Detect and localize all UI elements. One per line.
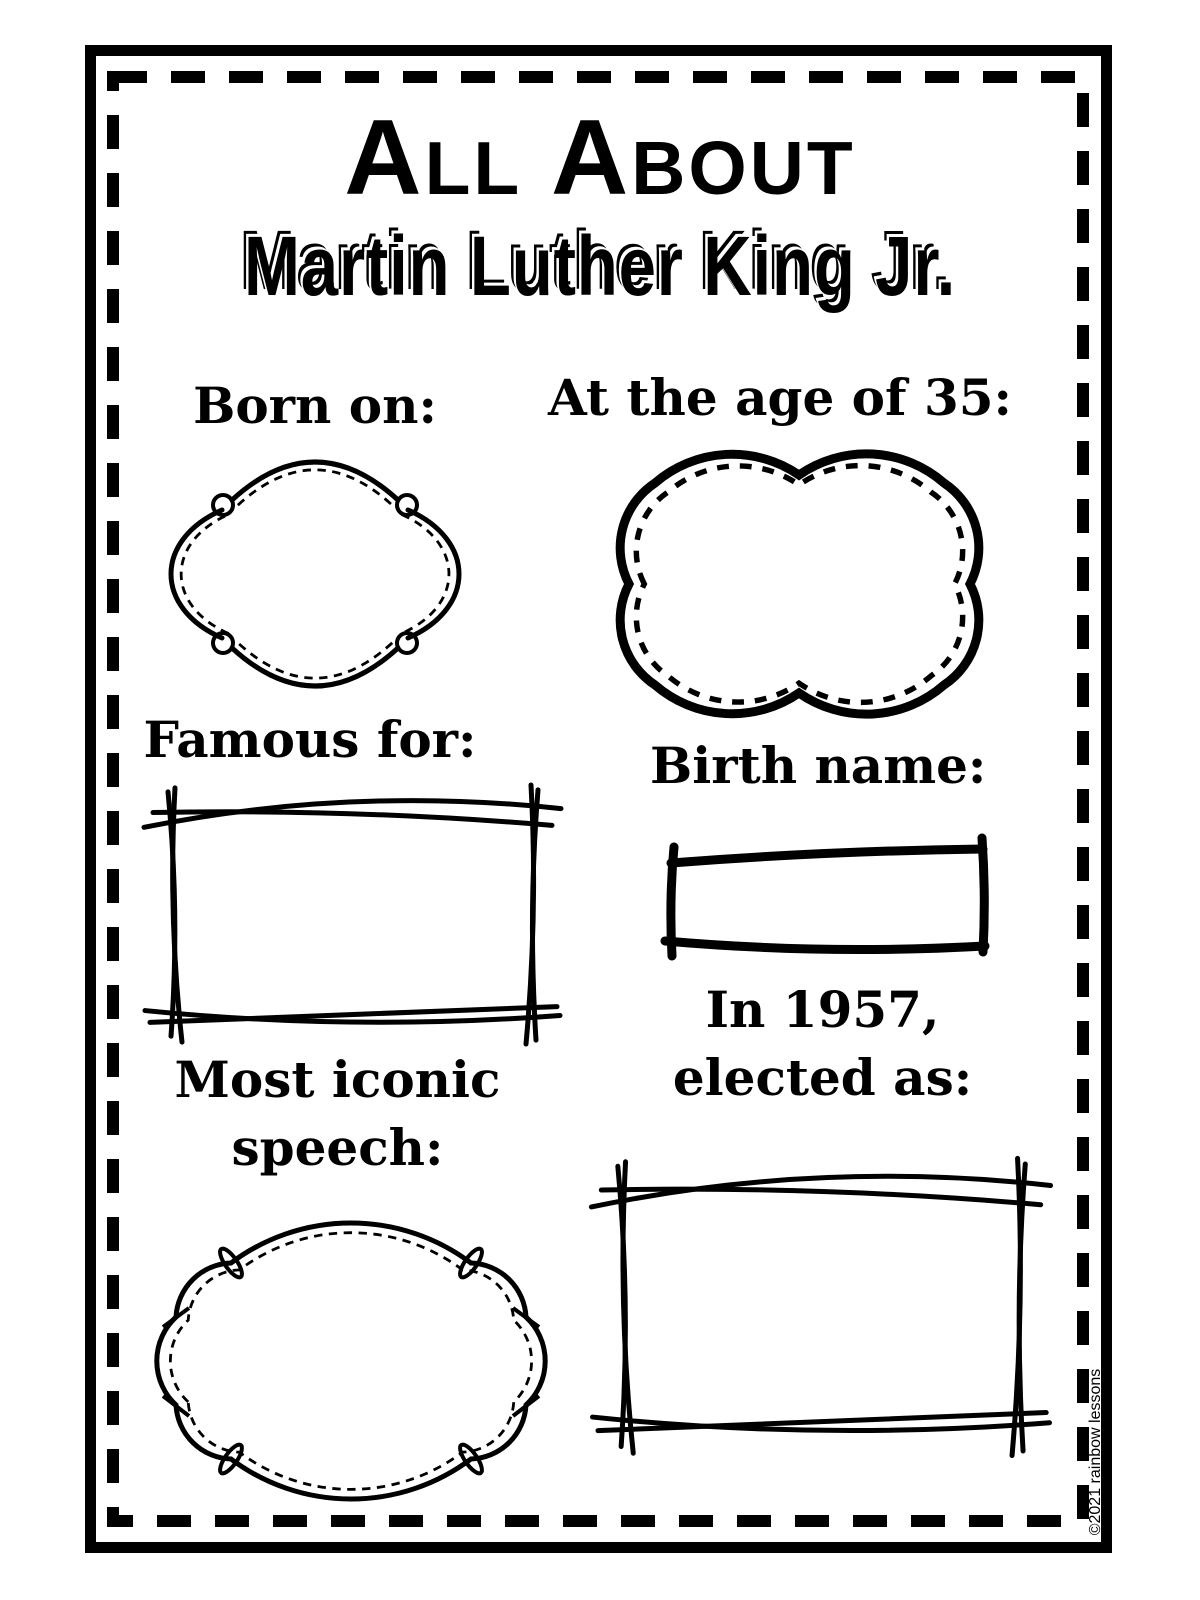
famous-for-label: Famous for: bbox=[143, 710, 477, 769]
born-on-label: Born on: bbox=[193, 376, 437, 435]
copyright-credit: ©2021 rainbow lessons bbox=[1087, 1368, 1104, 1536]
iconic-speech-answer-frame bbox=[155, 1223, 548, 1500]
elected-as-label-line1: In 1957, bbox=[705, 980, 940, 1039]
famous-for-answer-frame bbox=[140, 782, 565, 1048]
birth-name-answer-frame bbox=[655, 835, 995, 962]
page-title-line1 bbox=[100, 97, 1100, 217]
iconic-speech-label bbox=[165, 1046, 510, 1182]
elected-as-label-line2: elected as: bbox=[672, 1048, 973, 1107]
page-title-line1-text: All About bbox=[344, 97, 856, 217]
iconic-speech-label-line2: speech: bbox=[231, 1118, 444, 1177]
page-title-line2-text: Martin Luther King Jr. bbox=[243, 219, 957, 313]
page-title-line2 bbox=[100, 218, 1100, 315]
elected-as-label bbox=[650, 976, 995, 1112]
age-35-label: At the age of 35: bbox=[548, 368, 1012, 427]
born-on-answer-frame bbox=[170, 448, 460, 700]
iconic-speech-label-line1: Most iconic bbox=[174, 1050, 501, 1109]
elected-as-answer-frame bbox=[587, 1155, 1055, 1460]
age-35-answer-frame bbox=[617, 445, 982, 723]
birth-name-label: Birth name: bbox=[650, 736, 987, 795]
